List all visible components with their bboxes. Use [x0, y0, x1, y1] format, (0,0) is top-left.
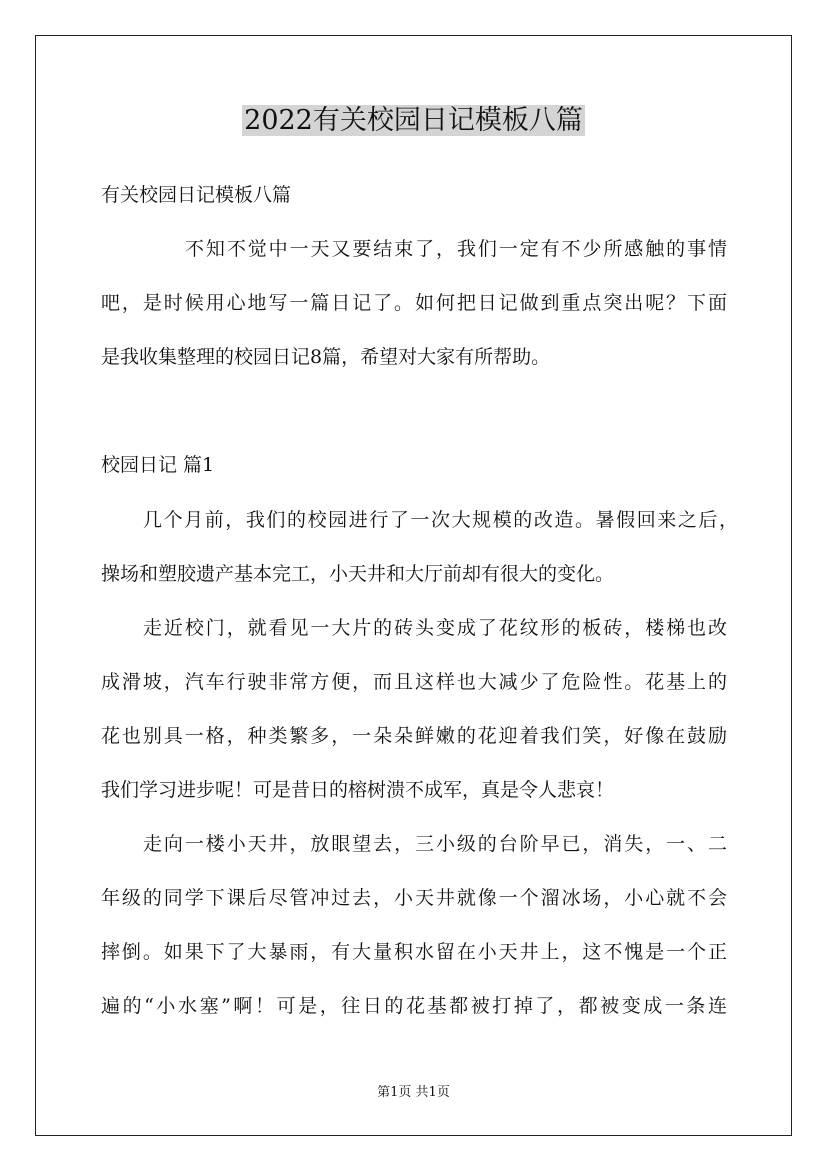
body-line: 几个月前，我们的校园进行了一次大规模的改造。暑假回来之后，	[143, 509, 738, 531]
body-line: 摔倒。如果下了大暴雨，有大量积水留在小天井上，这不愧是一个正	[101, 941, 727, 963]
body-line: 遍的“小水塞”啊！可是，往日的花基都被打掉了，都被变成一条连	[101, 995, 727, 1017]
body-line: 走近校门，就看见一大片的砖头变成了花纹形的板砖，楼梯也改	[143, 617, 727, 639]
intro-line: 是我收集整理的校园日记8篇，希望对大家有所帮助。	[101, 346, 551, 368]
document-title-text: 2022有关校园日记模板八篇	[244, 105, 583, 136]
intro-line: 吧，是时候用心地写一篇日记了。如何把日记做到重点突出呢？下面	[101, 292, 727, 314]
section-heading: 校园日记 篇1	[101, 454, 215, 476]
document-title	[0, 100, 827, 142]
intro-line: 不知不觉中一天又要结束了，我们一定有不少所感触的事情	[185, 238, 727, 260]
body-line: 操场和塑胶遗产基本完工，小天井和大厅前却有很大的变化。	[101, 563, 615, 585]
body-line: 成滑坡，汽车行驶非常方便，而且这样也大减少了危险性。花基上的	[101, 671, 727, 693]
body-line: 年级的同学下课后尽管冲过去，小天井就像一个溜冰场，小心就不会	[101, 887, 727, 909]
document-subtitle: 有关校园日记模板八篇	[101, 184, 292, 206]
page-footer: 第1页 共1页	[377, 1085, 450, 1100]
body-line: 我们学习进步呢！可是昔日的榕树溃不成军，真是令人悲哀！	[101, 779, 615, 801]
body-line: 花也别具一格，种类繁多，一朵朵鲜嫩的花迎着我们笑，好像在鼓励	[101, 725, 727, 747]
body-line: 走向一楼小天井，放眼望去，三小级的台阶早已，消失，一、二	[143, 833, 727, 855]
